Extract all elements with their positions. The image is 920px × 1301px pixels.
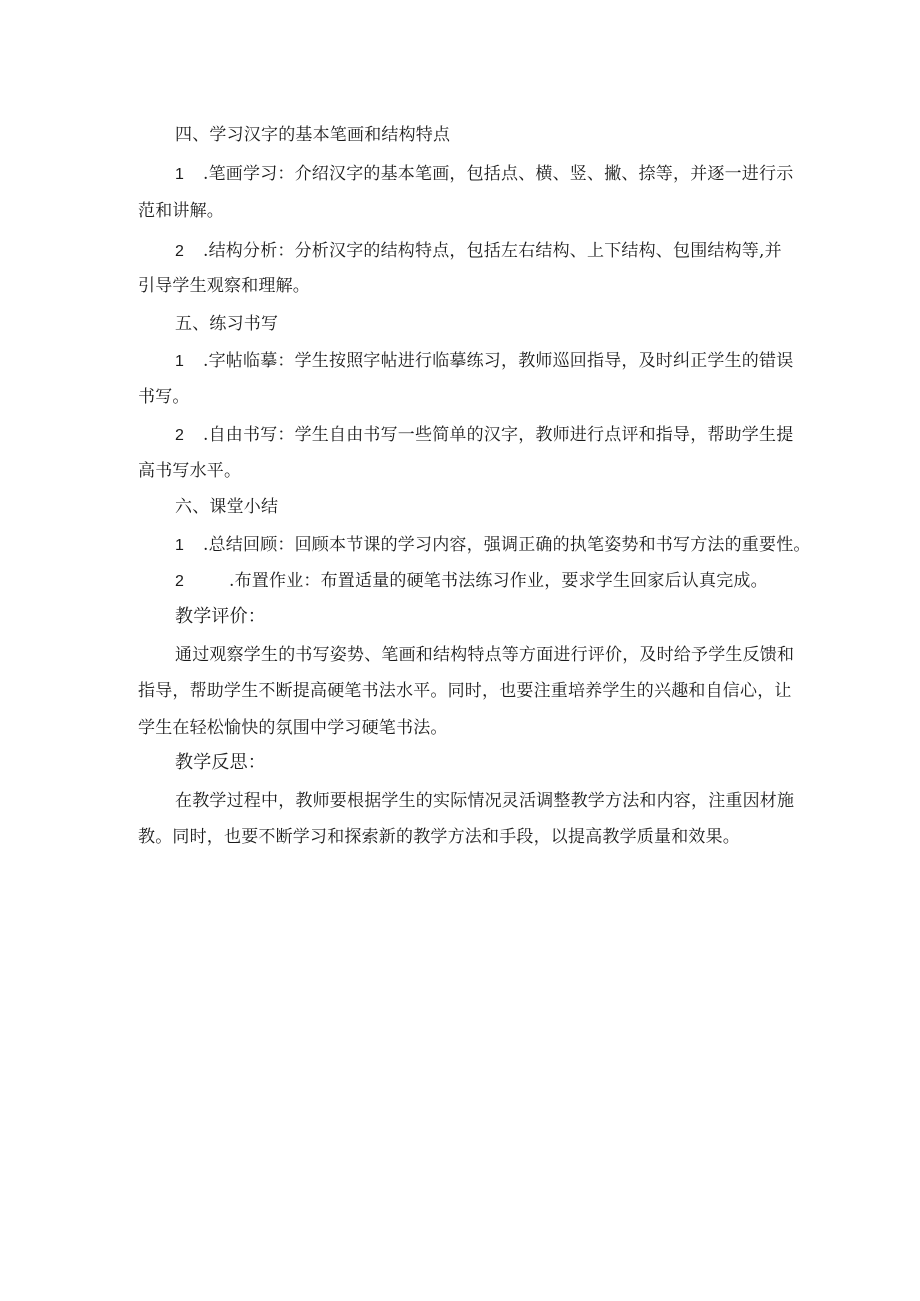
evaluation-heading: 教学评价： [175,606,266,627]
section-5-title: 五、练习书写 [175,314,279,334]
section-6-item-1 [175,534,811,557]
item-text: .结构分析：分析汉字的结构特点，包括左右结构、上下结构、包围结构等,并 [203,241,782,261]
item-text: .布置作业：布置适量的硬笔书法练习作业，要求学生回家后认真完成。 [229,571,768,591]
item-text: .笔画学习：介绍汉字的基本笔画，包括点、横、竖、撇、捺等，并逐一进行示 [203,164,794,184]
evaluation-line-3: 学生在轻松愉快的氛围中学习硬笔书法。 [138,718,448,738]
section-5-item-1-continued: 书写。 [138,387,190,407]
section-4-item-2 [175,240,782,263]
item-number: 1 [175,166,185,183]
item-text: .总结回顾：回顾本节课的学习内容，强调正确的执笔姿势和书写方法的重要性。 [203,535,811,555]
section-5-item-1 [175,350,793,373]
section-4-item-1 [175,163,793,186]
reflection-heading: 教学反思： [175,752,266,773]
section-4-item-1-continued: 范和讲解。 [138,201,224,221]
reflection-line-2: 教。同时，也要不断学习和探索新的教学方法和手段，以提高教学质量和效果。 [138,827,740,847]
section-6-item-2 [175,570,768,593]
section-4-title: 四、学习汉字的基本笔画和结构特点 [175,125,451,145]
item-number: 1 [175,353,185,370]
item-number: 1 [175,537,185,554]
evaluation-line-2: 指导，帮助学生不断提高硬笔书法水平。同时，也要注重培养学生的兴趣和自信心，让 [138,681,792,701]
section-5-item-2 [175,424,793,447]
reflection-line-1: 在教学过程中，教师要根据学生的实际情况灵活调整教学方法和内容，注重因材施 [175,791,795,811]
item-text: .自由书写：学生自由书写一些简单的汉字，教师进行点评和指导，帮助学生提 [203,425,794,445]
section-6-title: 六、课堂小结 [175,497,279,517]
item-text: .字帖临摹：学生按照字帖进行临摹练习，教师巡回指导，及时纠正学生的错误 [203,351,794,371]
section-5-item-2-continued: 高书写水平。 [138,461,242,481]
item-number: 2 [175,427,185,444]
item-number: 2 [175,243,185,260]
evaluation-line-1: 通过观察学生的书写姿势、笔画和结构特点等方面进行评价，及时给予学生反馈和 [175,645,795,665]
item-number: 2 [175,573,185,590]
section-4-item-2-continued: 引导学生观察和理解。 [138,276,310,296]
